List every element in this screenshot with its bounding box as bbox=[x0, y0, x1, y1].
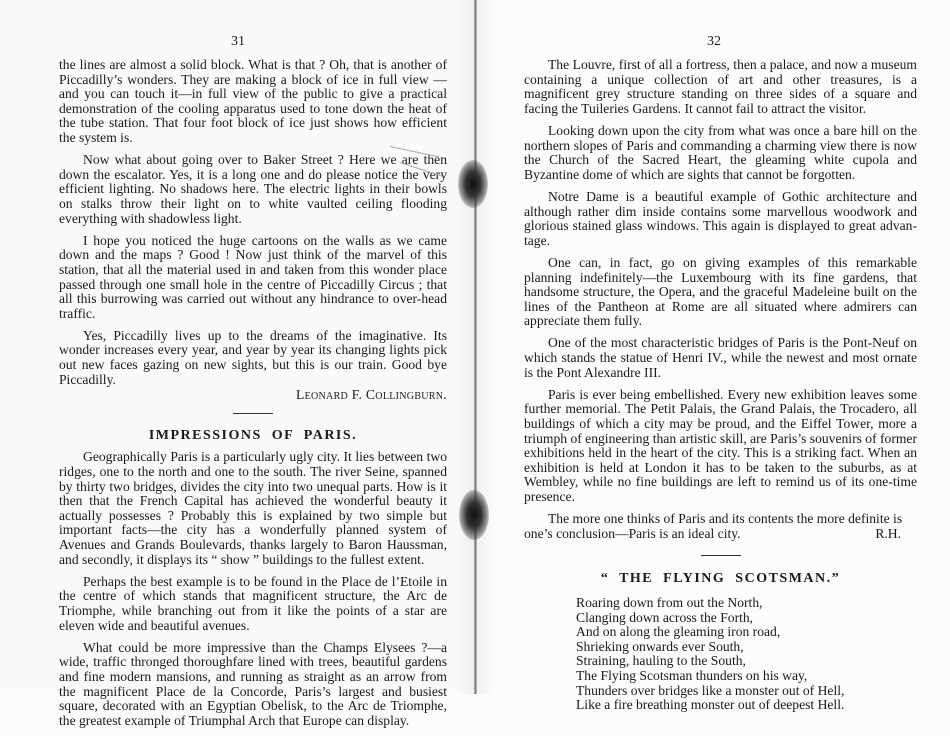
page-number: 31 bbox=[231, 34, 245, 49]
closing-paragraph bbox=[524, 512, 917, 541]
poem-line: The Flying Scotsman thunders on his way, bbox=[576, 667, 808, 683]
paragraph: the lines are almost a solid block. What is that ? Oh, that is another of Piccadilly’s wonders. They are making a block of ice in full view —and you can touch it—in full view of the public to give a practical demonstration of the cooling apparatus used to tone down the heat of the tube station. That four foot block of ice just shows how efficient the system is. bbox=[59, 57, 447, 145]
paragraph: Geographically Paris is a particularly ugly city. It lies between two ridges, one to the north and one to the south. The river Seine, spanned by thirty two bridges, divides the city into two unequal parts. How is it then that the French Capital has achieved the wonderful beauty it actually possesses ? Probably this is explained by two simple but important facts—the city has a wonderfully planned system of Avenues and Grands Boulevards, thanks largely to Baron Haussman, and secondly, it displays its “ show ” buildings to the fullest extent. bbox=[59, 449, 447, 567]
paragraph: Now what about going over to Baker Street ? Here we are then down the escalator. Yes, it is a long one and do please notice the very efficient lighting. No shadows here. The electric lights in their bowls on stalks throw their light on to white vaulted ceiling flooding everything with shadowless light. bbox=[59, 152, 447, 226]
left-page bbox=[0, 0, 475, 728]
paragraph: Notre Dame is a beautiful example of Gothic architecture and although rather dim inside contains some marvellous woodwork and glorious stained glass windows. This again is displayed to great advan-tage. bbox=[524, 188, 917, 248]
paragraph: The Louvre, first of all a fortress, then a palace, and now a museum containing a unique collection of art and other treasures, is a magnificent grey structure standing on three sides of a square and facing the Tuileries Gardens. It cannot fail to attract the visitor. bbox=[524, 57, 917, 116]
page-number: 32 bbox=[707, 34, 721, 49]
ink-blot bbox=[459, 490, 489, 540]
author-initials: R.H. bbox=[875, 525, 901, 541]
left-text-column bbox=[59, 58, 447, 736]
poem-line: Clanging down across the Forth, bbox=[576, 609, 754, 625]
ink-blot bbox=[458, 160, 488, 208]
paragraph: One can, in fact, go on giving examples of this remarkable planning indefinitely—the Luxembourg with its fine gardens, that handsome structure, the Opera, and the graceful Madeleine built on the lines of the Pantheon at Rome are all situated where admirers can appreciate them fully. bbox=[524, 254, 917, 329]
paragraph: Looking down upon the city from what was once a bare hill on the northern slopes of Paris and commanding a charming view there is now the Church of the Sacred Heart, the gleaming white cupola and Byzantine dome of which are sights that cannot be forgotten. bbox=[524, 122, 917, 182]
author-signature: Leonard F. Collingburn. bbox=[296, 387, 447, 403]
poem-line: Straining, hauling to the South, bbox=[576, 653, 746, 669]
right-page bbox=[475, 0, 950, 713]
section-divider bbox=[233, 413, 273, 414]
closing-line-with-signature bbox=[524, 527, 917, 542]
right-text-column bbox=[524, 58, 917, 713]
poem bbox=[576, 596, 917, 713]
poem-line: Thunders over bridges like a monster out of Hell, bbox=[576, 682, 845, 698]
poem-title: “ THE FLYING SCOTSMAN.” bbox=[600, 571, 841, 587]
paragraph: Yes, Piccadilly lives up to the dreams of the imaginative. Its wonder increases every year, and year by year its changing lights pick out new faces gazing on new sights, but this is our train. Good bye Piccadilly. bbox=[59, 327, 447, 387]
paragraph: Perhaps the best example is to be found in the Place de l’Etoile in the centre of which stands that magnificent structure, the Arc de Triomphe, while branching out from it like the points of a star are eleven wide and beautiful avenues. bbox=[59, 573, 447, 633]
book-gutter bbox=[474, 0, 477, 694]
poem-line: Shrieking onwards ever South, bbox=[576, 638, 744, 654]
paragraph: Paris is ever being embellished. Every new exhibition leaves some further memorial. The Petit Palais, the Grand Palais, the Trocadero, all buildings of which a city may be proud, and the Eiffel Tower, more a triumph of engineering than artistic skill, are Paris’s souvenirs of former exhibitions held in the heart of the city. This is a striking fact. When an exhibition is held at London it has to be taken to the suburbs, as at Wembley, while no fine buildings are left to remind us of its one-time presence. bbox=[524, 386, 917, 504]
closing-line: The more one thinks of Paris and its contents the more definite is bbox=[548, 511, 903, 527]
poem-line: Roaring down from out the North, bbox=[576, 594, 763, 610]
closing-line: one’s conclusion—Paris is an ideal city. bbox=[524, 525, 741, 541]
paragraph: I hope you noticed the huge cartoons on the walls as we came down and the maps ? Good ! Now just think of the marvel of this station, that all the material used in and taken from this wonder place passed through one small hole in the centre of Piccadilly Circus ; that all this burrowing was carried out without any hindrance to over-head traffic. bbox=[59, 232, 447, 321]
poem-line: Like a fire breathing monster out of deepest Hell. bbox=[576, 697, 845, 713]
article-title: IMPRESSIONS OF PARIS. bbox=[148, 427, 358, 443]
poem-line: And on along the gleaming iron road, bbox=[576, 624, 781, 640]
section-divider bbox=[701, 555, 741, 556]
paragraph: One of the most characteristic bridges of Paris is the Pont-Neuf on which stands the statue of Henri IV., while the newest and most ornate is the Pont Alexandre III. bbox=[524, 335, 917, 380]
paragraph: What could be more impressive than the Champs Elysees ?—a wide, traffic thronged thoroughfare lined with trees, beautiful gardens and fine modern mansions, and running as straight as an arrow from the magnificent Place de la Concorde, Paris’s largest and busiest square, decorated with an Egyptian Obelisk, to the Arc de Triomphe, the greatest example of Triumphal Arch that Europe can display. bbox=[59, 639, 447, 728]
